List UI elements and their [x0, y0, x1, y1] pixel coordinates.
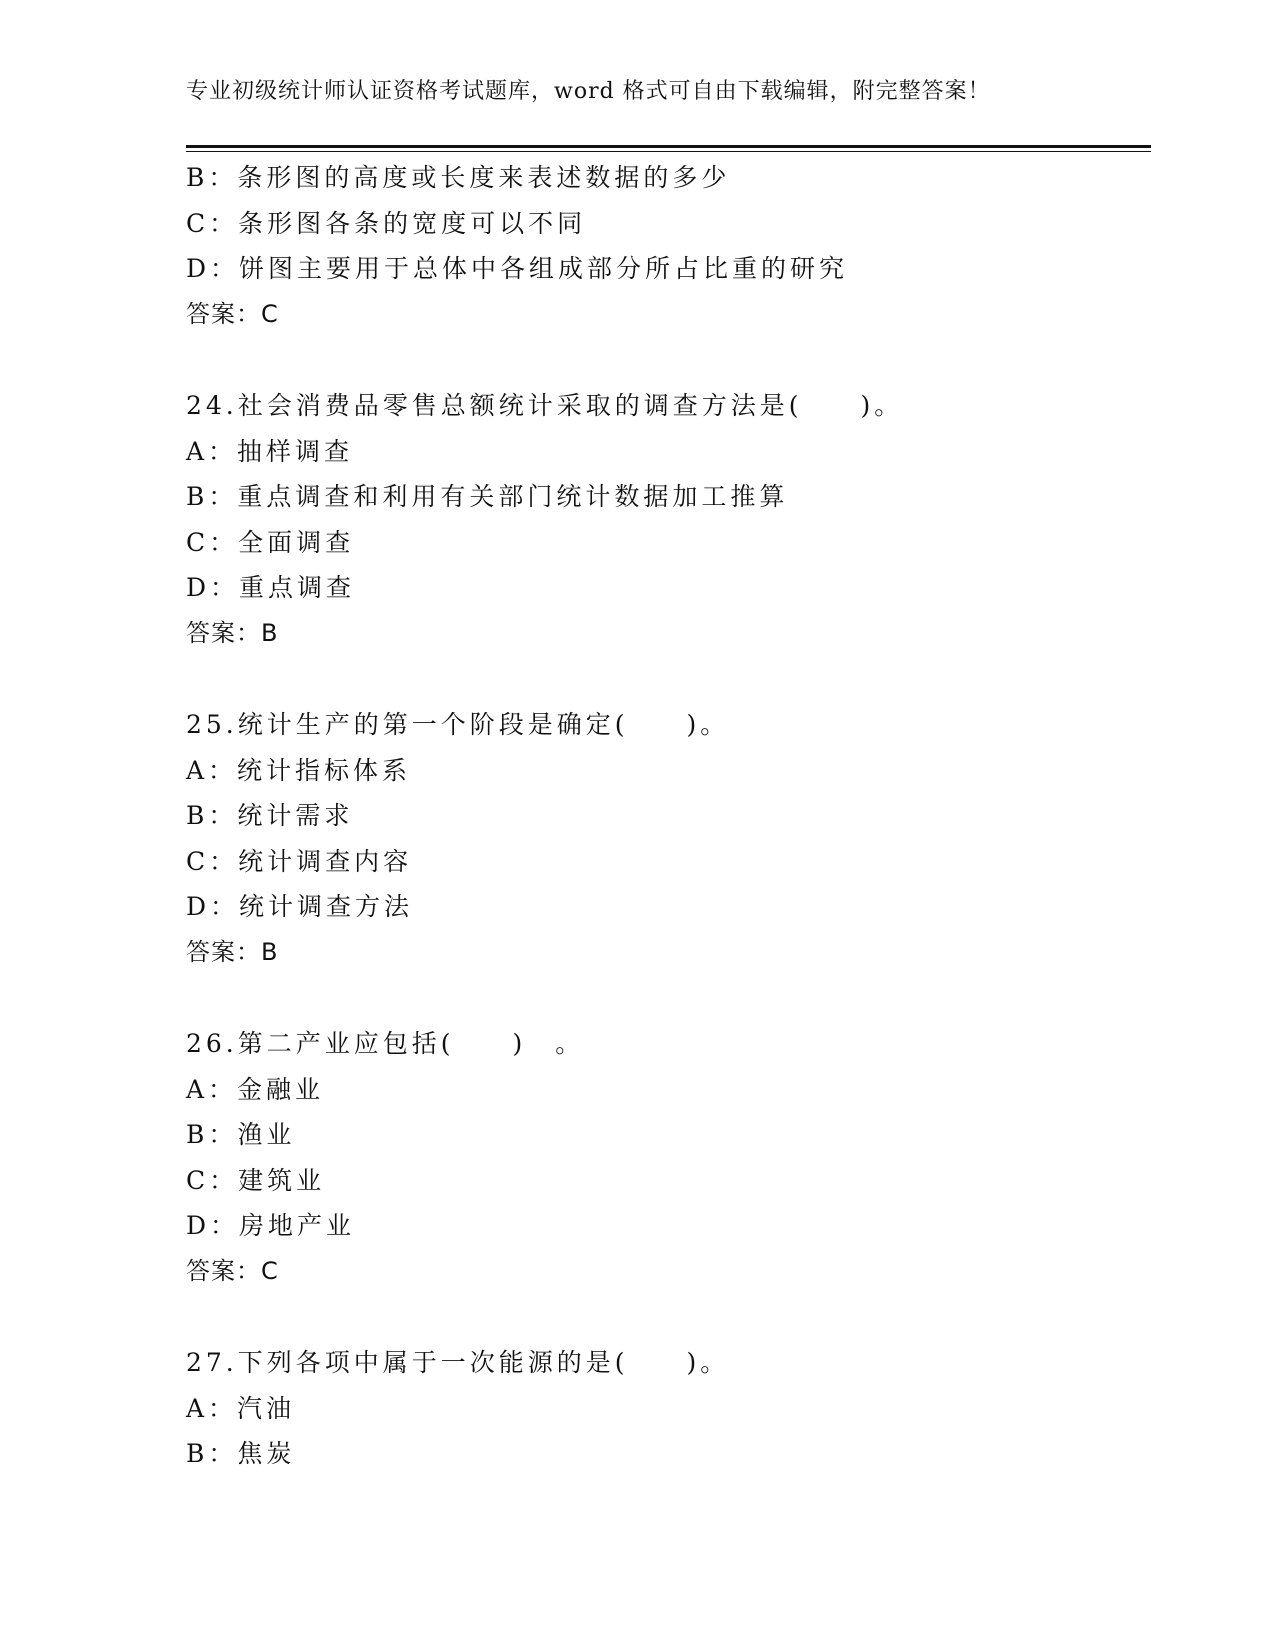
spacer [186, 656, 1151, 702]
question-stem: 24.社会消费品零售总额统计采取的调查方法是( )。 [186, 391, 904, 420]
option-c: C：建筑业 [186, 1165, 326, 1195]
question-stem: 25.统计生产的第一个阶段是确定( )。 [186, 710, 730, 739]
option-a: A：金融业 [186, 1074, 325, 1104]
answer-line: 答案：B [186, 937, 279, 966]
option-a: A：汽油 [186, 1393, 296, 1423]
option-d: D：统计调查方法 [186, 892, 414, 921]
spacer [186, 975, 1151, 1021]
option-a: A：抽样调查 [186, 436, 354, 466]
answer-line: 答案：C [186, 299, 279, 328]
answer-line: 答案：C [186, 1256, 279, 1285]
option-d: D：房地产业 [186, 1211, 356, 1240]
question-block-26 [186, 1021, 1151, 1294]
question-block-23 [186, 155, 1151, 337]
question-list [186, 155, 1151, 1477]
header-rule-thick [186, 145, 1151, 148]
option-c: C：条形图各条的宽度可以不同 [186, 208, 587, 238]
answer-line: 答案：B [186, 618, 279, 647]
header-rule-thin [186, 151, 1151, 152]
question-block-27 [186, 1340, 1151, 1477]
page-header: 专业初级统计师认证资格考试题库，word 格式可自由下载编辑，附完整答案！ [186, 79, 991, 104]
question-stem: 27.下列各项中属于一次能源的是( )。 [186, 1348, 730, 1377]
spacer [186, 1294, 1151, 1340]
question-stem: 26.第二产业应包括( ) 。 [186, 1029, 585, 1058]
option-b: B：条形图的高度或长度来表述数据的多少 [186, 163, 731, 192]
option-c: C：全面调查 [186, 527, 355, 557]
option-d: D：重点调查 [186, 573, 356, 602]
spacer [186, 337, 1151, 383]
option-b: B：渔业 [186, 1120, 296, 1149]
option-a: A：统计指标体系 [186, 755, 412, 785]
option-b: B：统计需求 [186, 801, 354, 830]
option-c: C：统计调查内容 [186, 846, 413, 876]
question-block-25 [186, 702, 1151, 975]
option-d: D：饼图主要用于总体中各组成部分所占比重的研究 [186, 254, 849, 283]
question-block-24 [186, 383, 1151, 656]
option-b: B：焦炭 [186, 1439, 296, 1468]
option-b: B：重点调查和利用有关部门统计数据加工推算 [186, 482, 789, 511]
